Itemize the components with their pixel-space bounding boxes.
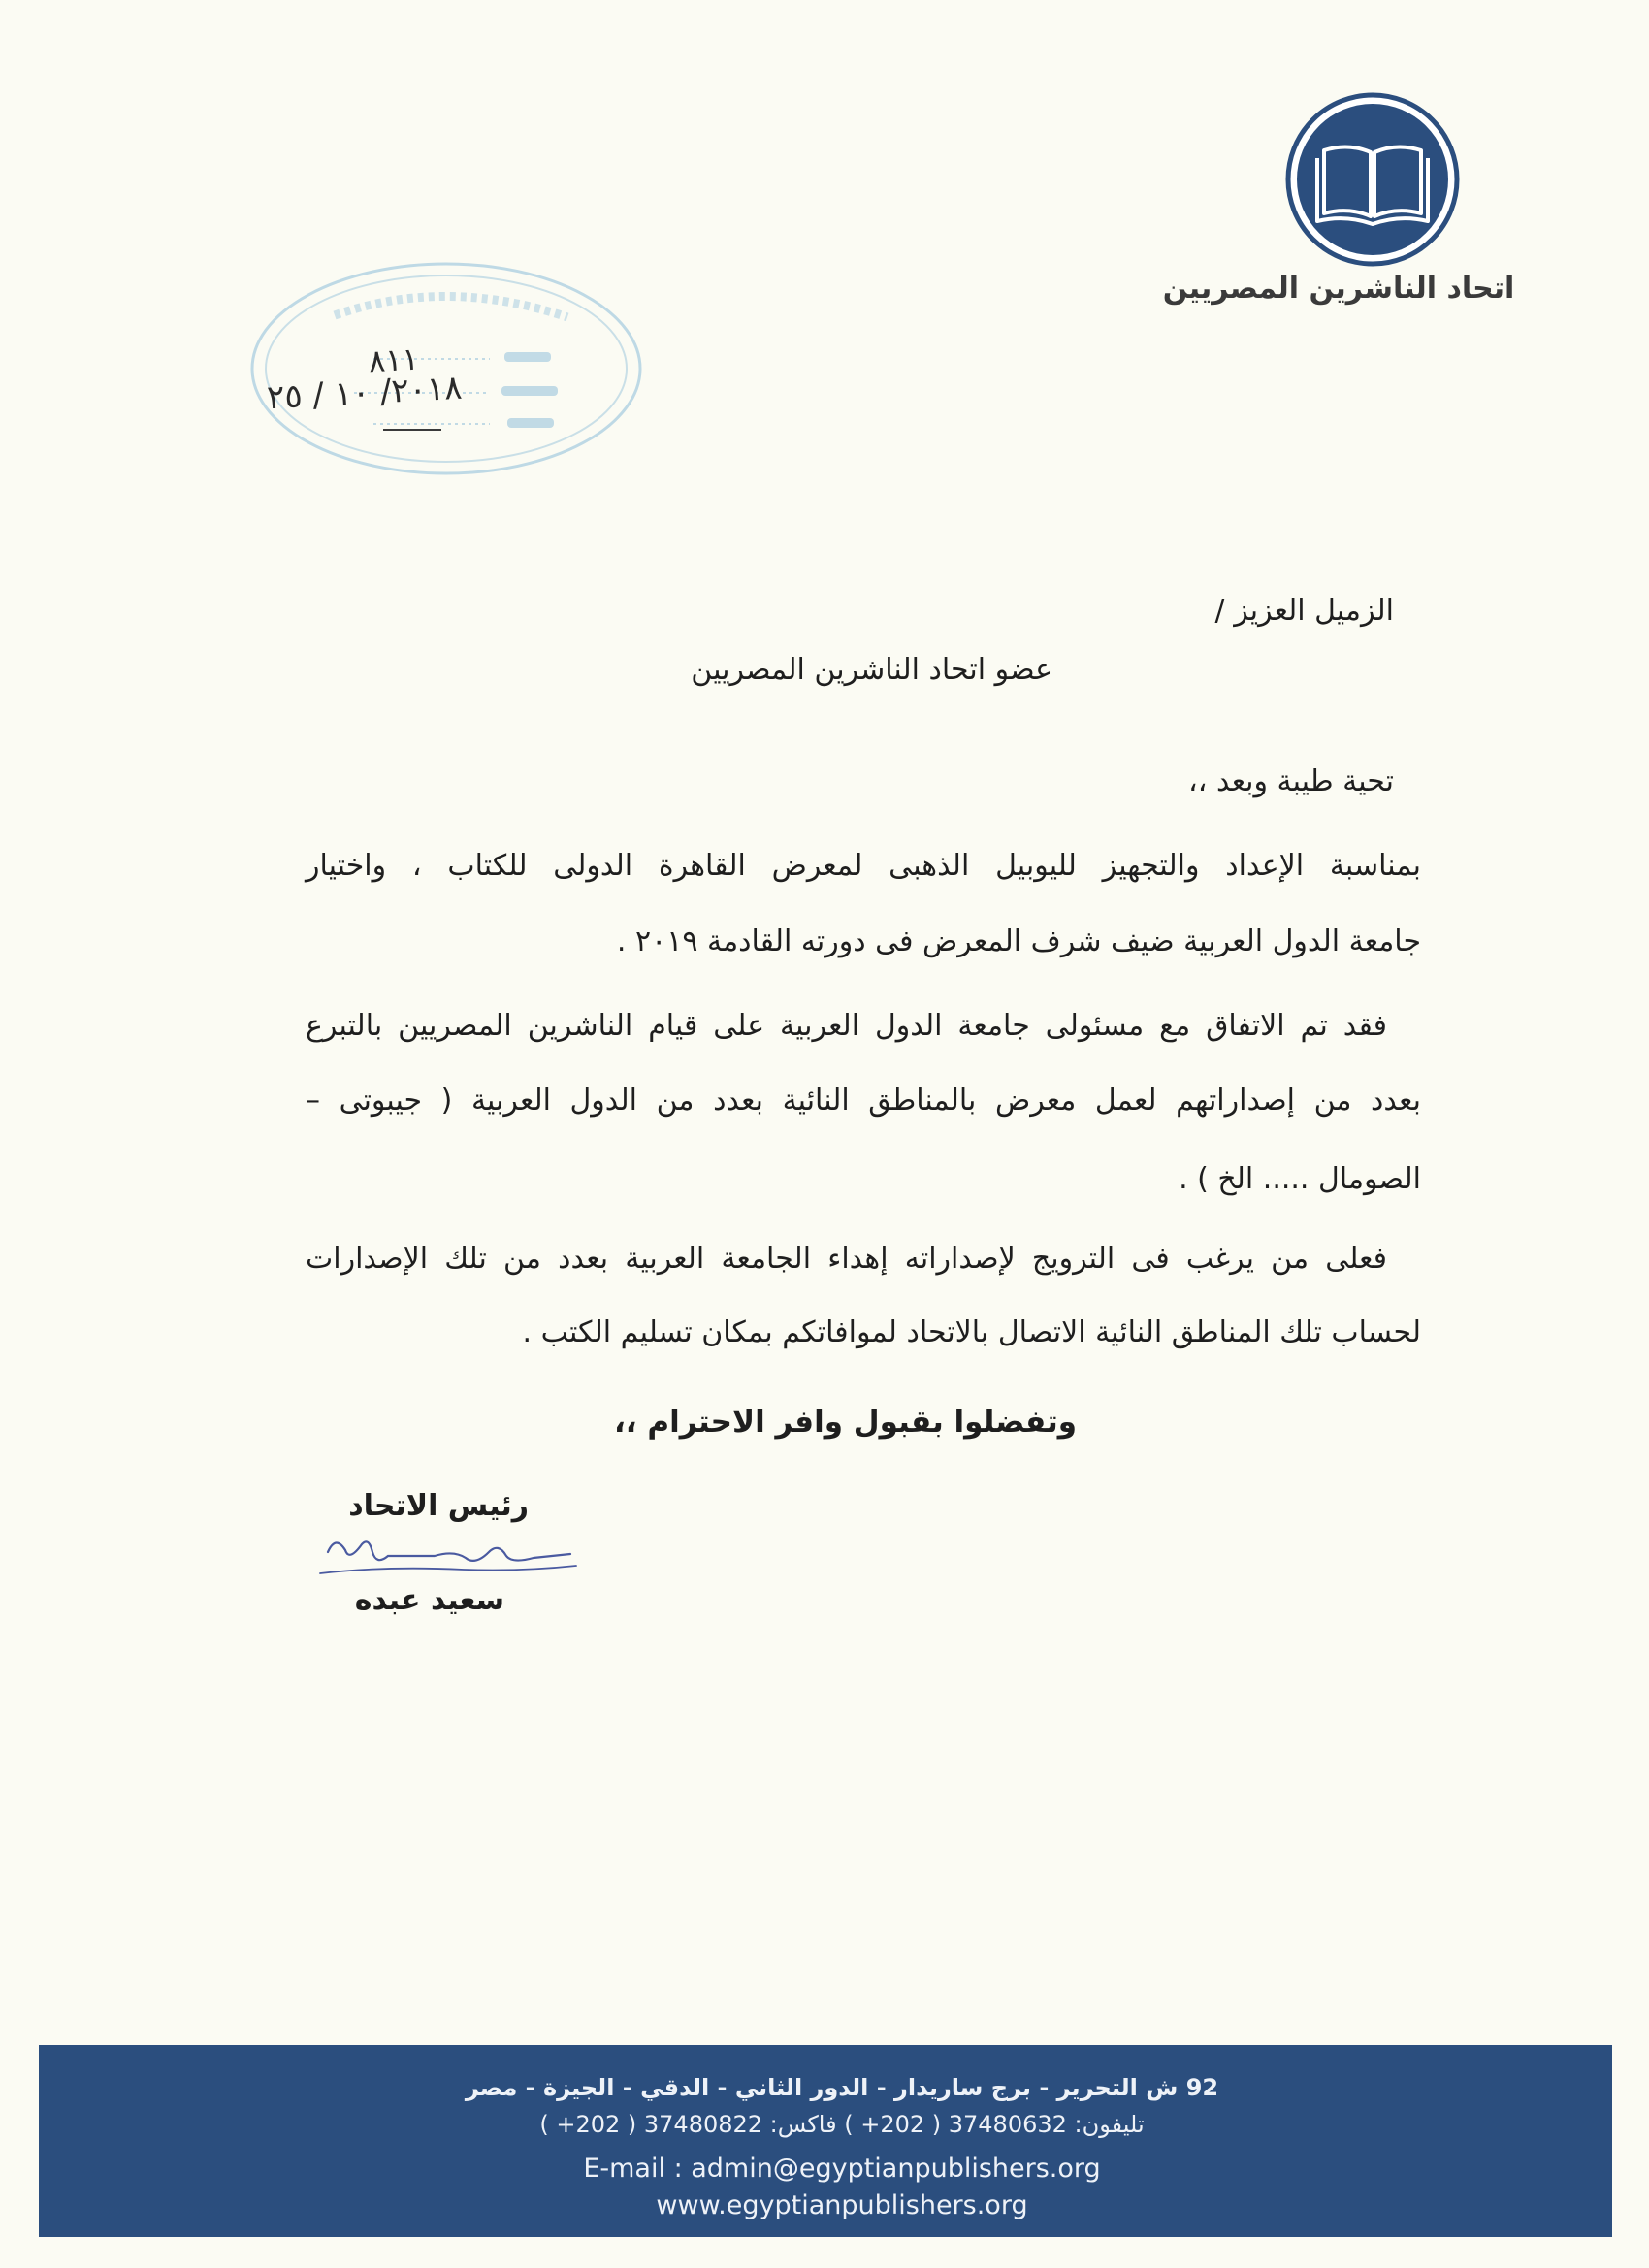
signatory-title: رئيس الاتحاد — [348, 1489, 529, 1523]
stamp-underline — [383, 429, 441, 431]
paragraph-2-line-2: بعدد من إصداراتهم لعمل معرض بالمناطق النائية بعدد من الدول العربية ( جيبوتى – — [306, 1084, 1421, 1118]
salutation: الزميل العزيز / — [1214, 594, 1394, 628]
greeting: تحية طيبة وبعد ،، — [1188, 764, 1394, 798]
letterhead-footer — [39, 2045, 1612, 2237]
footer-address: 92 ش التحرير - برج ساريدار - الدور الثاني - الدقي - الجيزة - مصر — [465, 2074, 1219, 2101]
stamp-reference-number: ٨١١ — [368, 340, 420, 380]
paragraph-3-line-2: لحساب تلك المناطق النائية الاتصال بالاتحاد لموافاتكم بمكان تسليم الكتب . — [522, 1315, 1421, 1349]
closing: وتفضلوا بقبول وافر الاحترام ،، — [614, 1405, 1077, 1440]
handwritten-signature — [308, 1523, 580, 1591]
signatory-name: سعيد عبده — [354, 1583, 504, 1617]
paragraph-2-line-1: فقد تم الاتفاق مع مسئولى جامعة الدول العربية على قيام الناشرين المصريين بالتبرع — [306, 1009, 1387, 1043]
book-logo-icon — [1285, 92, 1460, 267]
recipient: عضو اتحاد الناشرين المصريين — [691, 653, 1052, 687]
organization-name: اتحاد الناشرين المصريين — [1162, 272, 1515, 306]
footer-website[interactable]: www.egyptianpublishers.org — [656, 2190, 1028, 2220]
stamp-date: ٢٠١٨/ ١٠ / ٢٥ — [266, 368, 464, 418]
paragraph-1-line-2: جامعة الدول العربية ضيف شرف المعرض فى دورته القادمة ٢٠١٩ . — [616, 924, 1421, 958]
footer-email[interactable]: E-mail : admin@egyptianpublishers.org — [583, 2154, 1101, 2184]
footer-phones: تليفون: 37480632 ( 202+ ) فاكس: 37480822 ( 202+ ) — [539, 2111, 1145, 2138]
paragraph-1-line-1: بمناسبة الإعداد والتجهيز لليوبيل الذهبى لمعرض القاهرة الدولى للكتاب ، واختيار — [306, 849, 1421, 883]
paragraph-2-line-3: الصومال ..... الخ ) . — [1179, 1162, 1421, 1196]
paragraph-3-line-1: فعلى من يرغب فى الترويج لإصداراته إهداء الجامعة العربية بعدد من تلك الإصدارات — [306, 1242, 1387, 1276]
